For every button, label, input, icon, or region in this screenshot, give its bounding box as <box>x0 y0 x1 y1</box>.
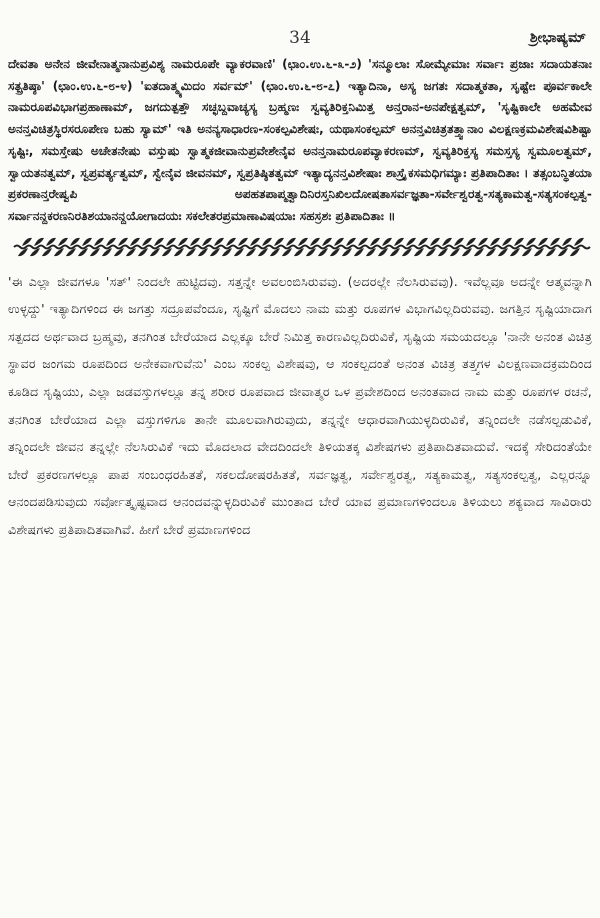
kannada-paragraph: 'ಈ ಎಲ್ಲಾ ಜೀವಗಳೂ 'ಸತ್' ನಿಂದಲೇ ಹುಟ್ಟಿದವು. ಸತ್ತನ್ನೇ ಅವಲಂಬಿಸಿರುವವು. (ಅದರಲ್ಲೇ ನೆಲಸಿರುವವು). ಇವೆಲ್ಲವೂ ಅದನ್ನೇ ಆತ್ಮವನ್ನಾಗಿ ಉಳ್ಳದ್ದು' ಇತ್ಯಾದಿಗಳಿಂದ ಈ ಜಗತ್ತು ಸದ್ರೂಪವೆಂದೂ, ಸೃಷ್ಟಿಗೆ ಮೊದಲು ನಾಮ ಮತ್ತು ರೂಪಗಳ ವಿಭಾಗವಿಲ್ಲದಿರುವವು. ಜಗತ್ತಿನ ಸೃಷ್ಟಿಯಾದಾಗ ಸತ್ಪದದ ಅರ್ಥವಾದ ಬ್ರಹ್ಮವು, ತನಗಿಂತ ಬೇರೆಯಾದ ಎಲ್ಲಕ್ಕೂ ಬೇರೆ ನಿಮಿತ್ತ ಕಾರಣವಿಲ್ಲದಿರುವಿಕೆ, ಸೃಷ್ಟಿಯ ಸಮಯದಲ್ಲೂ 'ನಾನೇ ಅನಂತ ವಿಚಿತ್ರ ಸ್ಥಾವರ ಜಂಗಮ ರೂಪದಿಂದ ಅನೇಕವಾಗುವೆನು' ಎಂಬ ಸಂಕಲ್ಪ ವಿಶೇಷವು, ಆ ಸಂಕಲ್ಪದಂತೆ ಅನಂತ ವಿಚಿತ್ರ ತತ್ತ್ವಗಳ ವಿಲಕ್ಷಣವಾದಕ್ರಮದಿಂದ ಕೂಡಿದ ಸೃಷ್ಟಿಯು, ಎಲ್ಲಾ ಜಡವಸ್ತುಗಳಲ್ಲೂ ತನ್ನ ಶರೀರ ರೂಪವಾದ ಜೀವಾತ್ಮರ ಒಳ ಪ್ರವೇಶದಿಂದ ಅನಂತವಾದ ನಾಮ ಮತ್ತು ರೂಪಗಳ ರಚನೆ, ತನಗಿಂತ ಬೇರೆಯಾದ ಎಲ್ಲಾ ವಸ್ತುಗಳಿಗೂ ತಾನೇ ಮೂಲವಾಗಿರುವುದು, ತನ್ನನ್ನೇ ಆಧಾರವಾಗಿಯುಳ್ಳದಿರುವಿಕೆ, ತನ್ನಿಂದಲೇ ನಡೆಸಲ್ಪಡುವಿಕೆ, ತನ್ನಿಂದಲೇ ಜೀವನ ತನ್ನಲ್ಲೇ ನೆಲಸಿರುವಿಕೆ ಇದು ಮೊದಲಾದ ವೇದದಿಂದಲೇ ತಿಳಿಯತಕ್ಕ ವಿಶೇಷಗಳು ಪ್ರತಿಪಾದಿತವಾದುವೆ. ಇದಕ್ಕೆ ಸೇರಿದಂತೆಯೇ ಬೇರೆ ಪ್ರಕರಣಗಳಲ್ಲೂ ಪಾಪ ಸಂಬಂಧರಹಿತತೆ, ಸಕಲದೋಷರಹಿತತೆ, ಸರ್ವಜ್ಞತ್ವ, ಸರ್ವೇಶ್ವರತ್ವ, ಸತ್ಯಕಾಮತ್ವ, ಸತ್ಯಸಂಕಲ್ಪತ್ವ, ಎಲ್ಲರನ್ನೂ ಆನಂದಪಡಿಸುವುದು ಸರ್ವೋತ್ಕೃಷ್ಟವಾದ ಆನಂದವನ್ನುಳ್ಳದಿರುವಿಕೆ ಮುಂತಾದ ಬೇರೆ ಯಾವ ಪ್ರಮಾಣಗಳಿಂದಲೂ ತಿಳಿಯಲು ಶಕ್ಯವಾದ ಸಾವಿರಾರು ವಿಶೇಷಗಳು ಪ್ರತಿಪಾದಿತವಾಗಿವೆ. ಹೀಗೆ ಬೇರೆ ಪ್ರಮಾಣಗಳಿಂದ <box>8 273 592 537</box>
sanskrit-paragraph: ದೇವತಾ ಅನೇನ ಜೀವೇನಾತ್ಮನಾನುಪ್ರವಿಶ್ಯ ನಾಮರೂಪೇ ವ್ಯಾಕರವಾಣಿ' (ಛಾಂ.ಉ.೬-೩-೨) 'ಸನ್ಮೂಲಾಃ ಸೋಮ್ಯೇಮಾಃ ಸರ್ವಾಃ ಪ್ರಜಾಃ ಸದಾಯತನಾಃ ಸತ್ಪ್ರತಿಷ್ಠಾ' (ಛಾಂ.ಉ.೬-೮-೪) 'ಐತದಾತ್ಮ್ಯಮಿದಂ ಸರ್ವಮ್' (ಛಾಂ.ಉ.೬-೮-೭) ಇತ್ಯಾದಿನಾ, ಅಸ್ಯ ಜಗತಃ ಸದಾತ್ಮಕತಾ, ಸೃಷ್ಟೇಃ ಪೂರ್ವಕಾಲೇ ನಾಮರೂಪವಿಭಾಗಪ್ರಹಾಣಾಮ್, ಜಗದುತ್ಪತ್ತೌ ಸಚ್ಛಬ್ದವಾಚ್ಯಸ್ಯ ಬ್ರಹ್ಮಣಃ ಸ್ವವ್ಯತಿರಿಕ್ತನಿಮಿತ್ತ ಅನ್ತರಾನ-ಅನಪೇಕ್ಷತ್ವಮ್, 'ಸೃಷ್ಟಿಕಾಲೇ ಅಹಮೇವ ಅನನ್ತವಿಚಿತ್ರಸ್ಥಿರಸರೂಪೇಣ ಬಹು ಸ್ಯಾಮ್' ಇತಿ ಅನನ್ಯಸಾಧಾರಣ-ಸಂಕಲ್ಪವಿಶೇಷಃ, ಯಥಾಸಂಕಲ್ಪಮ್ ಅನನ್ತವಿಚಿತ್ರತತ್ತ್ವಾನಾಂ ವಿಲಕ್ಷಣಕ್ರಮವಿಶೇಷವಿಶಿಷ್ಟಾ ಸೃಷ್ಟಿಃ, ಸಮಸ್ತೇಷು ಅಚೇತನೇಷು ವಸ್ತುಷು ಸ್ವಾತ್ಮಕಜೀವಾನುಪ್ರವೇಶೇನೈವ ಅನನ್ತನಾಮರೂಪವ್ಯಾಕರಣಮ್, ಸ್ವವ್ಯತಿರಿಕ್ತಸ್ಯ ಸಮಸ್ತಸ್ಯ ಸ್ವಮೂಲತ್ವಮ್, ಸ್ವಾಯತನತ್ವಮ್, ಸ್ವಪ್ರವರ್ತ್ಯತ್ವಮ್, ಸ್ವೇನೈವ ಜೀವನಮ್, ಸ್ವಪ್ರತಿಷ್ಠಿತತ್ವಮ್ ಇತ್ಯಾದ್ಯನನ್ತವಿಶೇಷಾಃ ಶಾಸ್ತ್ರೈಕಸಮಧಿಗಮ್ಯಾಃ ಪ್ರತಿಪಾದಿತಾಃ । ತತ್ಸಂಬನ್ಧಿತಯಾ ಪ್ರಕರಣಾನ್ತರೇಷ್ವಪಿ ಅಪಹತಪಾಪ್ಮತ್ವಾದಿನಿರಸ್ತನಿಖಿಲದೋಷತಾಸರ್ವಜ್ಞತಾ-ಸರ್ವೇಶ್ವರತ್ವ-ಸತ್ಯಕಾಮತ್ವ-ಸತ್ಯಸಂಕಲ್ಪತ್ವ-ಸರ್ವಾನನ್ದಕರಣನಿರತಿಶಯಾನನ್ದಯೋಗಾದಯಃ ಸಕಲೇತರಪ್ರಮಾಣಾವಿಷಯಾಃ ಸಹಸ್ರಶಃ ಪ್ರತಿಪಾದಿತಾಃ ॥ <box>8 57 592 223</box>
ornamental-divider <box>8 230 592 264</box>
vine-ornament <box>8 230 592 264</box>
page-number: 34 <box>289 28 311 48</box>
running-title: ಶ್ರೀಭಾಷ್ಯಮ್ <box>529 30 586 46</box>
page-header <box>8 6 592 54</box>
